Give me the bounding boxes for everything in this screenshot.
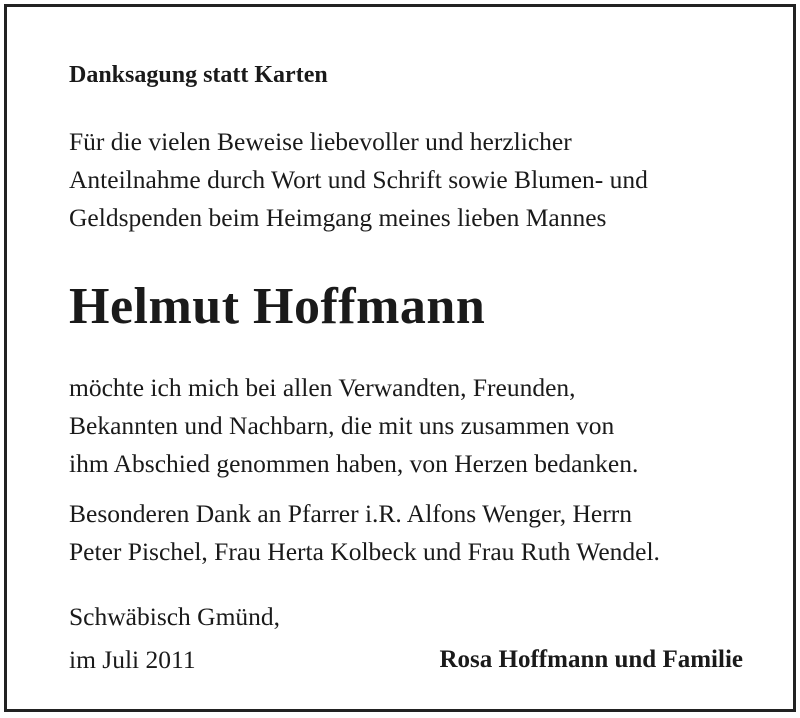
notice-frame <box>4 4 796 712</box>
thanks-paragraph <box>69 369 638 483</box>
intro-line: Geldspenden beim Heimgang meines lieben Mannes <box>69 203 607 232</box>
intro-line: Für die vielen Beweise liebevoller und herzlicher <box>69 127 572 156</box>
notice-heading: Danksagung statt Karten <box>69 62 328 88</box>
deceased-name: Helmut Hoffmann <box>69 278 486 335</box>
special-thanks-paragraph <box>69 495 660 571</box>
special-thanks-line: Peter Pischel, Frau Herta Kolbeck und Frau Ruth Wendel. <box>69 537 660 566</box>
date: im Juli 2011 <box>69 645 196 674</box>
thanks-line: ihm Abschied genommen haben, von Herzen bedanken. <box>69 449 639 478</box>
thanks-line: Bekannten und Nachbarn, die mit uns zusammen von <box>69 411 615 440</box>
intro-paragraph <box>69 123 648 237</box>
thanks-line: möchte ich mich bei allen Verwandten, Freunden, <box>69 373 576 402</box>
place: Schwäbisch Gmünd, <box>69 602 281 631</box>
special-thanks-line: Besonderen Dank an Pfarrer i.R. Alfons Wenger, Herrn <box>69 499 632 528</box>
intro-line: Anteilnahme durch Wort und Schrift sowie Blumen- und <box>69 165 648 194</box>
signature: Rosa Hoffmann und Familie <box>439 646 743 673</box>
